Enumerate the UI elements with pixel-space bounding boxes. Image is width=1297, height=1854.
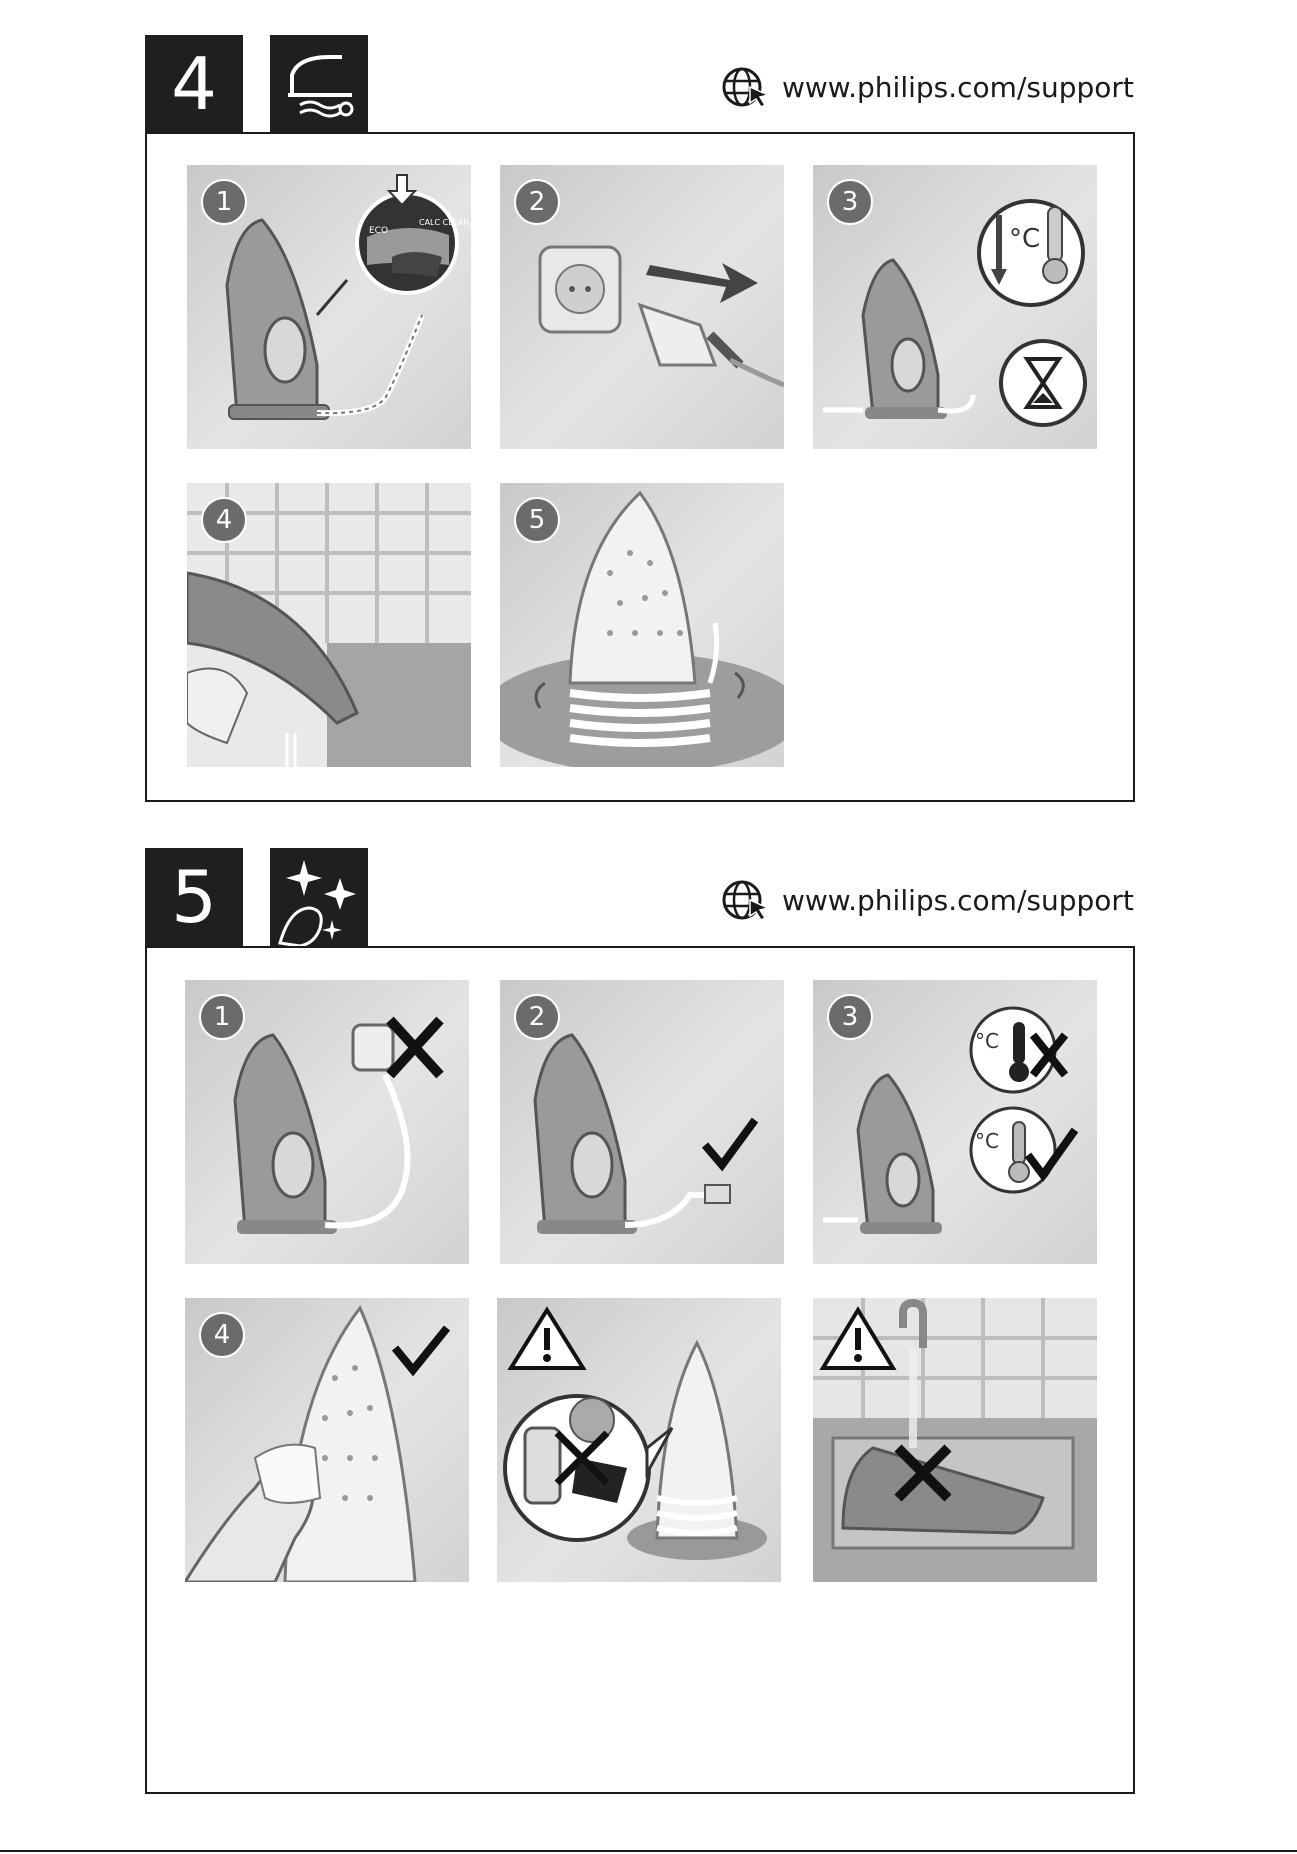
celsius-label: °C bbox=[975, 1129, 999, 1153]
step-4-2-panel bbox=[500, 165, 784, 449]
step-badge: 1 bbox=[199, 994, 245, 1040]
step-5-warning-water-panel bbox=[813, 1298, 1097, 1582]
iron-cord-wrap-icon bbox=[270, 35, 368, 133]
step-4-4-panel bbox=[187, 483, 471, 767]
celsius-label: °C bbox=[975, 1029, 999, 1053]
step-5-2-panel bbox=[500, 980, 784, 1264]
step-4-5-panel bbox=[500, 483, 784, 767]
celsius-label: °C bbox=[1009, 224, 1041, 254]
step-5-4-panel bbox=[185, 1298, 469, 1582]
support-url-5[interactable]: www.philips.com/support bbox=[720, 878, 1134, 922]
calc-clean-label: CALC CLEAN bbox=[419, 218, 470, 227]
step-badge: 4 bbox=[199, 1312, 245, 1358]
page-bottom-rule bbox=[0, 1850, 1297, 1852]
step-badge: 4 bbox=[201, 497, 247, 543]
step-4-1-panel bbox=[187, 165, 471, 449]
step-badge: 3 bbox=[827, 179, 873, 225]
step-badge: 3 bbox=[827, 994, 873, 1040]
step-5-1-panel bbox=[185, 980, 469, 1264]
step-5-warning-abrasive-panel bbox=[497, 1298, 781, 1582]
globe-cursor-icon bbox=[720, 65, 772, 109]
step-5-3-panel bbox=[813, 980, 1097, 1264]
section-5-number: 5 bbox=[145, 848, 243, 946]
step-badge: 2 bbox=[514, 179, 560, 225]
step-badge: 2 bbox=[514, 994, 560, 1040]
step-badge: 1 bbox=[201, 179, 247, 225]
globe-cursor-icon bbox=[720, 878, 772, 922]
step-badge: 5 bbox=[514, 497, 560, 543]
step-4-3-panel bbox=[813, 165, 1097, 449]
support-url-4[interactable]: www.philips.com/support bbox=[720, 65, 1134, 109]
section-4-number: 4 bbox=[145, 35, 243, 133]
cleaning-sparkle-icon bbox=[270, 848, 368, 946]
eco-label: ECO bbox=[369, 226, 389, 236]
